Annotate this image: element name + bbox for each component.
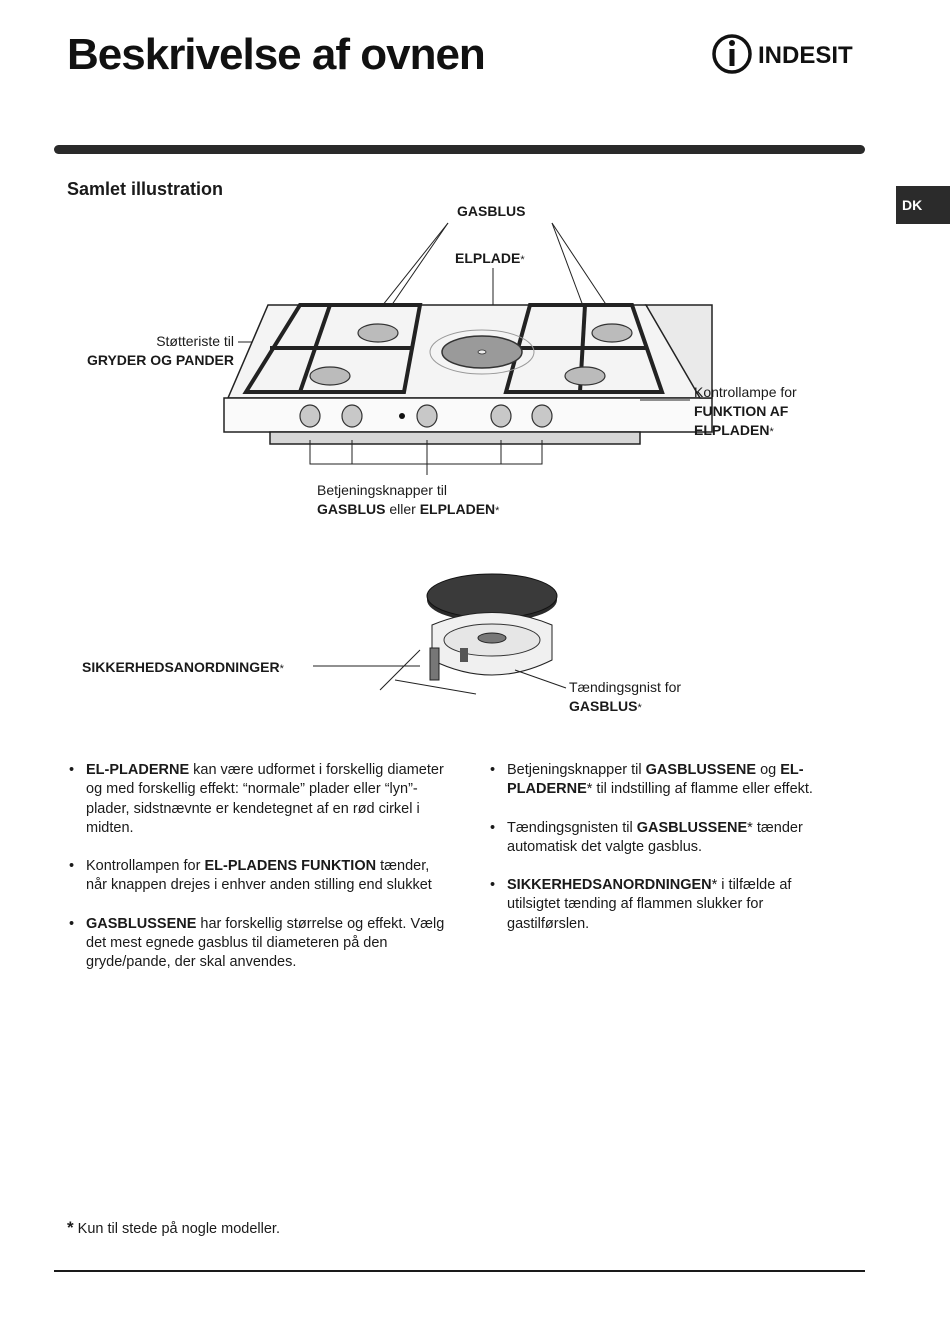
burner-detail xyxy=(427,574,557,680)
label-safety-device: SIKKERHEDSANORDNINGER* xyxy=(82,659,284,675)
list-item: • Kontrollampen for EL-PLADENS FUNKTION tænder, når knappen drejes i enhver anden stilling end slukket xyxy=(67,857,452,896)
indicator-lamp xyxy=(399,413,405,419)
electric-plate xyxy=(430,330,534,374)
brand-name: INDESIT xyxy=(758,42,853,69)
list-item: • Betjeningsknapper til GASBLUSSENE og EL-PLADERNE* til indstilling af flamme eller effekt. xyxy=(488,761,848,800)
label-control-knobs: Betjeningsknapper til GASBLUS eller ELPLADEN* xyxy=(317,482,500,517)
list-item: • SIKKERHEDSANORDNINGEN* i tilfælde af utilsigtet tænding af flammen slukker for gastilførslen. xyxy=(488,876,848,934)
list-item: • EL-PLADERNE kan være udformet i forskellig diameter og med forskellig effekt: “normale” plader eller “lyn”-plader, sidstnævnte er kendetegnet af en rød cirkel i midten. xyxy=(67,761,452,838)
list-item: • Tændingsgnisten til GASBLUSSENE* tænder automatisk det valgte gasblus. xyxy=(488,819,848,858)
bullet-list-right xyxy=(488,761,848,953)
label-gasblus: GASBLUS xyxy=(457,203,526,219)
language-tab: DK xyxy=(896,186,950,224)
bullet-list-left xyxy=(67,761,452,992)
list-item: • GASBLUSSENE har forskellig størrelse og effekt. Vælg det mest egnede gasblus til diameteren på den gryde/pande, der skal anvendes. xyxy=(67,915,452,973)
label-elplade: ELPLADE* xyxy=(455,250,525,266)
label-indicator-lamp: Kontrollampe for FUNKTION AF ELPLADEN* xyxy=(694,384,797,438)
label-support-grid: Støtteriste til GRYDER OG PANDER xyxy=(86,333,234,368)
label-ignition-spark: Tændingsgnist for GASBLUS* xyxy=(569,679,682,714)
footnote: * Kun til stede på nogle modeller. xyxy=(67,1218,280,1237)
section-title: Samlet illustration xyxy=(67,179,224,199)
page-title: Beskrivelse af ovnen xyxy=(67,30,485,79)
bottom-divider xyxy=(54,1270,865,1272)
